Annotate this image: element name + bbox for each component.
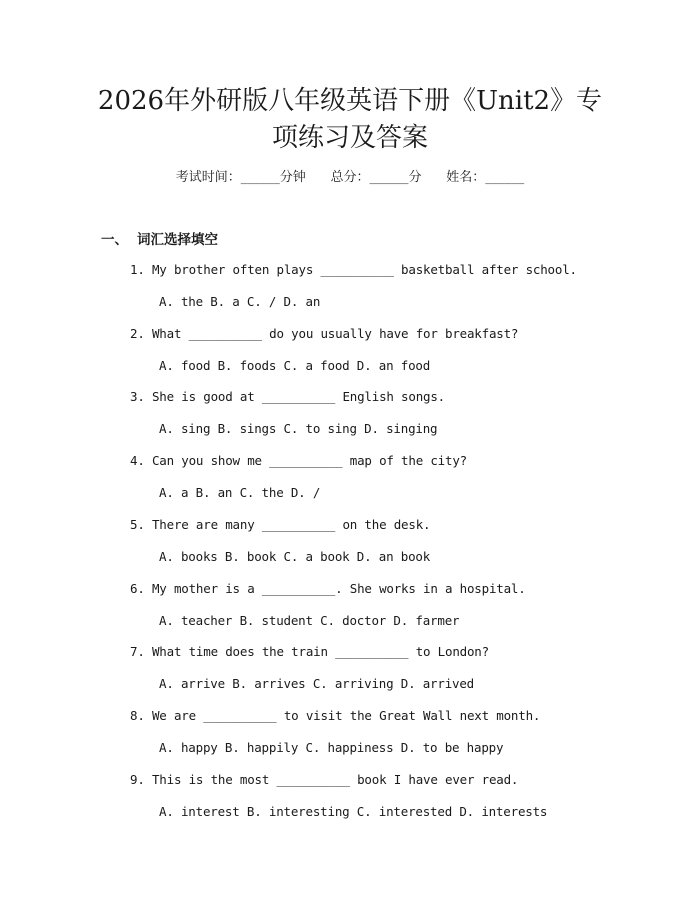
question-options: A. happy B. happily C. happiness D. to be happy xyxy=(159,740,504,755)
question-options: A. arrive B. arrives C. arriving D. arrived xyxy=(159,676,475,691)
section-heading xyxy=(101,230,218,250)
question-stem: 7. What time does the train __________ to London? xyxy=(130,644,489,659)
question-stem: 3. She is good at __________ English songs. xyxy=(130,389,446,404)
document-title-line-1: 2026年外研版八年级英语下册《Unit2》专 xyxy=(97,86,603,116)
section-title: 词汇选择填空 xyxy=(137,232,218,248)
question-options: A. a B. an C. the D. / xyxy=(159,485,321,500)
question-stem: 6. My mother is a __________. She works in a hospital. xyxy=(130,581,526,596)
document-title-line-2: 项练习及答案 xyxy=(271,123,428,153)
question-options: A. books B. book C. a book D. an book xyxy=(159,549,431,564)
question-stem: 1. My brother often plays __________ basketball after school. xyxy=(130,262,577,277)
question-stem: 9. This is the most __________ book I have ever read. xyxy=(130,772,519,787)
question-stem: 2. What __________ do you usually have for breakfast? xyxy=(130,326,519,341)
exam-info-line: 考试时间：______分钟 总分：______分 姓名：______ xyxy=(175,170,525,185)
question-stem: 5. There are many __________ on the desk. xyxy=(130,517,431,532)
question-options: A. food B. foods C. a food D. an food xyxy=(159,358,431,373)
question-options: A. the B. a C. / D. an xyxy=(159,294,321,309)
section-number: 一、 xyxy=(101,232,128,248)
question-options: A. interest B. interesting C. interested D. interests xyxy=(159,804,548,819)
question-options: A. sing B. sings C. to sing D. singing xyxy=(159,421,438,436)
question-options: A. teacher B. student C. doctor D. farmer xyxy=(159,613,460,628)
question-stem: 4. Can you show me __________ map of the city? xyxy=(130,453,467,468)
question-stem: 8. We are __________ to visit the Great Wall next month. xyxy=(130,708,541,723)
